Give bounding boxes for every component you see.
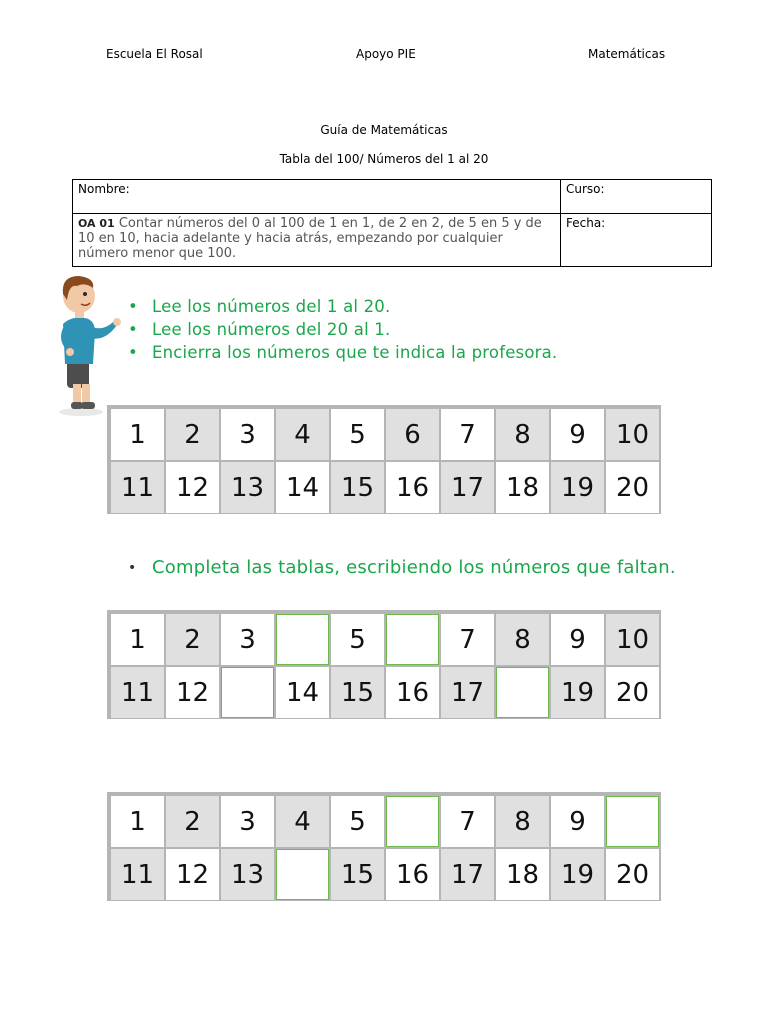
number-cell: 2 [166, 796, 219, 847]
instruction-item: • Completa las tablas, escribiendo los números que faltan. [128, 555, 688, 581]
number-cell: 15 [331, 667, 384, 718]
number-cell: 6 [386, 409, 439, 460]
subject-name: Matemáticas [588, 47, 666, 61]
number-cell: 18 [496, 849, 549, 900]
oa-code: OA 01 [78, 217, 115, 230]
number-grid-3 [107, 792, 661, 901]
fecha-label: Fecha: [566, 216, 606, 230]
blank-answer-box[interactable] [386, 796, 439, 847]
number-cell: 15 [331, 462, 384, 513]
instruction-2 [128, 555, 688, 581]
blank-answer-box[interactable] [221, 667, 274, 718]
number-cell: 7 [441, 614, 494, 665]
number-cell: 20 [606, 667, 659, 718]
number-cell: 1 [111, 409, 164, 460]
instruction-item: • Lee los números del 1 al 20. [128, 297, 391, 316]
number-cell: 17 [441, 462, 494, 513]
student-info-table [72, 179, 712, 267]
number-cell: 19 [551, 462, 604, 513]
number-grid-2 [107, 610, 661, 719]
number-cell: 8 [496, 614, 549, 665]
blank-answer-box[interactable] [276, 849, 329, 900]
number-cell: 1 [111, 796, 164, 847]
bullet-symbol: • [128, 343, 138, 362]
nombre-cell[interactable] [73, 180, 561, 214]
number-cell: 4 [276, 409, 329, 460]
instruction-item: • Encierra los números que te indica la profesora. [128, 343, 558, 362]
program-name: Apoyo PIE [356, 47, 416, 61]
number-cell: 16 [386, 667, 439, 718]
blank-answer-box[interactable] [276, 614, 329, 665]
number-cell: 9 [551, 796, 604, 847]
number-cell: 5 [331, 409, 384, 460]
number-cell: 8 [496, 409, 549, 460]
number-cell: 4 [276, 796, 329, 847]
number-cell: 3 [221, 614, 274, 665]
number-cell: 20 [606, 462, 659, 513]
number-cell: 5 [331, 796, 384, 847]
number-cell: 19 [551, 849, 604, 900]
nombre-label: Nombre: [78, 182, 130, 196]
number-cell: 17 [441, 849, 494, 900]
number-cell: 3 [221, 796, 274, 847]
blank-answer-box[interactable] [496, 667, 549, 718]
bullet-symbol: • [128, 297, 138, 316]
number-grid-1 [107, 405, 661, 514]
oa-text: Contar números del 0 al 100 de 1 en 1, de 2 en 2, de 5 en 5 y de 10 en 10, hacia adelante y hacia atrás, empezando por cualquier número menor que 100. [78, 216, 542, 261]
bullet-symbol: • [128, 320, 138, 339]
number-cell: 2 [166, 614, 219, 665]
objective-cell [73, 214, 561, 267]
page-title: Guía de Matemáticas [320, 123, 448, 137]
number-cell: 19 [551, 667, 604, 718]
instruction-item: • Lee los números del 20 al 1. [128, 320, 391, 339]
number-cell: 7 [441, 796, 494, 847]
number-cell: 2 [166, 409, 219, 460]
number-cell: 16 [386, 462, 439, 513]
number-cell: 12 [166, 849, 219, 900]
number-cell: 9 [551, 614, 604, 665]
number-cell: 13 [221, 849, 274, 900]
number-cell: 14 [276, 667, 329, 718]
boy-pointing-illustration [55, 272, 125, 420]
number-cell: 10 [606, 614, 659, 665]
curso-label: Curso: [566, 182, 605, 196]
curso-cell[interactable] [561, 180, 712, 214]
number-cell: 1 [111, 614, 164, 665]
number-cell: 14 [276, 462, 329, 513]
number-cell: 12 [166, 667, 219, 718]
number-cell: 12 [166, 462, 219, 513]
number-cell: 8 [496, 796, 549, 847]
number-cell: 17 [441, 667, 494, 718]
blank-answer-box[interactable] [386, 614, 439, 665]
number-cell: 3 [221, 409, 274, 460]
school-name: Escuela El Rosal [106, 47, 203, 61]
number-cell: 9 [551, 409, 604, 460]
number-cell: 11 [111, 667, 164, 718]
instructions-list [128, 295, 557, 364]
page-subtitle: Tabla del 100/ Números del 1 al 20 [279, 152, 489, 166]
number-cell: 7 [441, 409, 494, 460]
number-cell: 5 [331, 614, 384, 665]
number-cell: 11 [111, 849, 164, 900]
number-cell: 11 [111, 462, 164, 513]
number-cell: 20 [606, 849, 659, 900]
number-cell: 18 [496, 462, 549, 513]
number-cell: 13 [221, 462, 274, 513]
bullet-symbol: • [128, 560, 137, 576]
number-cell: 15 [331, 849, 384, 900]
number-cell: 16 [386, 849, 439, 900]
fecha-cell[interactable] [561, 214, 712, 267]
blank-answer-box[interactable] [606, 796, 659, 847]
number-cell: 10 [606, 409, 659, 460]
